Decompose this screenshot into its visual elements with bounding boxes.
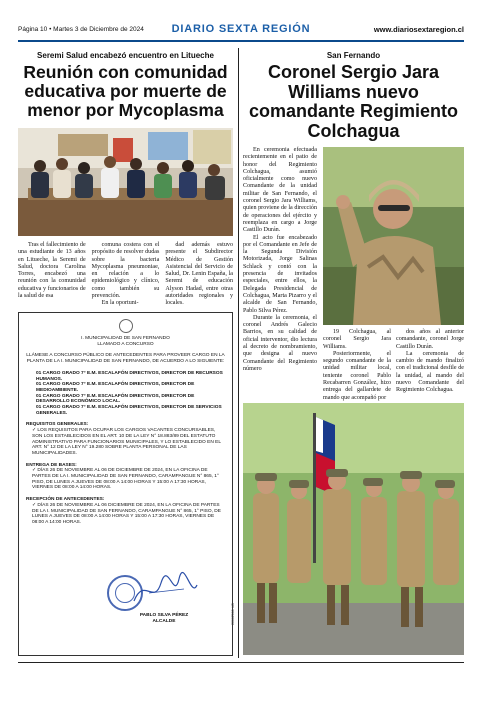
masthead: DIARIO SEXTA REGIÓN bbox=[171, 23, 311, 35]
paragraph: dos años al anterior comandante, coronel Jorge Castillo Durán. bbox=[396, 329, 464, 350]
reception-text: ✓ DÍAS 26 DE NOVIEMBRE AL 06 DICIEMBRE DE 2024, EN LA OFICINA DE PARTES DE LA I. MUNICIPALIDAD DE SAN FERNANDO, CARAMPANGUE N° 865, 1° PISO, DE LUNES A JUEVES DE 08:00 A 14:00 HORAS Y 15:00 A 17:30 HORAS, VIERNES DE 08:00 A 14:00 HORAS. bbox=[32, 502, 221, 525]
paragraph: En ceremonia efectuada recientemente en el patio de honor del Regimiento Colchagua, asumió oficialmente como nuevo Comandante de la unidad militar de San Fernando, el coronel Sergio Jara Williams, quien proviene de la dirección de operaciones del ejército y reemplaza en cargo a Jorge Castillo Durán. bbox=[243, 147, 317, 234]
colonel-photo bbox=[323, 147, 464, 325]
position-item: 01 CARGO GRADO 7° E.M. ESCALAFÓN DIRECTIVOS, DIRECTOR DE DESARROLLO ECONÓMICO LOCAL. bbox=[36, 393, 195, 405]
position-item: 01 CARGO GRADO 7° E.M. ESCALAFÓN DIRECTIVOS, DIRECTOR DE MEDIOAMBIENTE. bbox=[36, 382, 195, 393]
position-item: 01 CARGO GRADO 7° E.M. ESCALAFÓN DIRECTIVOS, DIRECTOR DE RECURSOS HUMANOS. bbox=[36, 370, 223, 382]
left-kicker: Seremi Salud encabezó encuentro en Litueche bbox=[37, 51, 214, 60]
paragraph: Durante la ceremonia, el coronel Andrés Galecio Barrios, en su calidad de oficial interventor, dio lectura al decreto de nombramiento, que designa al nuevo Comandante del Regimiento número bbox=[243, 314, 317, 372]
left-col-3-text: dad además estuvo presente el Subdirector Médico de Gestión Asistencial del Servicio de Salud, Dr. Lenin España, la Seremi de educación Alyson Hadad, entre otras autoridades regionales y locales. bbox=[165, 242, 234, 307]
notice-call: LLAMADO A CONCURSO bbox=[97, 341, 154, 347]
page-header bbox=[18, 22, 464, 42]
signature bbox=[129, 571, 199, 611]
paragraph: El acto fue encabezado por el Comandante en Jefe de la Segunda División Motorizada, Jorge Salinas Schlack y contó con la presencia de invitados especiales, entre ellos, la Delegada Presidencial de Colchagua, Marta Pizarro y el alcalde de San Fernando, Pablo Silva Pérez. bbox=[243, 234, 317, 314]
paragraph: 19 Colchagua, al coronel Sergio Jara Williams. bbox=[323, 329, 391, 350]
right-kicker: San Fernando bbox=[326, 51, 381, 60]
paragraph: En la oportuni- bbox=[101, 300, 139, 307]
column-divider bbox=[238, 48, 239, 658]
parade-photo-image bbox=[243, 403, 464, 655]
paragraph: Posteriormente, el segundo comandante de la unidad militar local, teniente coronel Pablo Recabarren González, hizo entrega del gallardete de mando que acompañó por bbox=[323, 350, 391, 401]
parade-photo bbox=[243, 403, 464, 655]
right-article bbox=[243, 48, 464, 401]
meeting-photo-image bbox=[18, 128, 233, 236]
left-col-1-text: Tras el fallecimiento de una estudiante de 13 años en Litueche, la Seremi de Salud, doctora Carolina Torres, encabezó una reunión con la comunidad educativa y funcionarios de la salud de esa bbox=[18, 242, 86, 300]
left-headline: Reunión con comunidad educativa por muerte de menor por Mycoplasma bbox=[23, 62, 228, 120]
notice-intro: LLÁMESE A CONCURSO PÚBLICO DE ANTECEDENTES PARA PROVEER CARGO EN LA PLANTA DE LA I. MUNICIPALIDAD DE SAN FERNANDO, DE ACUERDO A LO SIGUIENTE: bbox=[26, 353, 225, 365]
notice-org: I. MUNICIPALIDAD DE SAN FERNANDO bbox=[81, 336, 170, 341]
right-col-1 bbox=[243, 147, 317, 373]
paragraph: comuna costera con el propósito de resolver dudas sobre la bacteria Mycoplasma pneumoniae, en relación a lo epidemiológico y clínico, como también su prevención. bbox=[91, 242, 160, 300]
left-col-1 bbox=[18, 242, 86, 308]
notice-positions bbox=[26, 371, 225, 417]
bases-text: ✓ DÍAS 26 DE NOVIEMBRE AL 06 DE DICIEMBRE DE 2024, EN LA OFICINA DE PARTES DE LA I. MUNICIPALIDAD DE SAN FERNANDO, CARAMPANGUE N° 865, 1° PISO, DE LUNES A JUEVES DE 08:00 A 14:00 HORAS Y 15:00 A 17:30 HORAS, VIERNES DE 08:00 A 14:00 HORAS. bbox=[32, 468, 219, 491]
right-col-3 bbox=[396, 329, 464, 395]
municipal-emblem-icon bbox=[119, 319, 133, 333]
right-headline: Coronel Sergio Jara Williams nuevo comandante Regimiento Colchagua bbox=[248, 62, 459, 141]
position-item: 01 CARGO GRADO 7° E.M. ESCALAFÓN DIRECTIVOS, DIRECTOR DE SERVICIOS GENERALES. bbox=[36, 405, 222, 416]
signer-block bbox=[129, 613, 199, 624]
meeting-photo bbox=[18, 128, 233, 236]
website-link[interactable]: www.diariosextaregion.cl bbox=[373, 25, 464, 34]
colonel-photo-image bbox=[323, 147, 464, 325]
signer-title: ALCALDE bbox=[152, 618, 176, 624]
right-col-2 bbox=[323, 329, 391, 402]
reception-title: RECEPCIÓN DE ANTECEDENTES: bbox=[26, 497, 105, 503]
municipal-notice bbox=[18, 312, 233, 656]
page-date: Página 10 • Martes 3 de Diciembre de 2024 bbox=[18, 26, 144, 33]
bottom-rule bbox=[18, 662, 464, 663]
requirements-text: ✓ LOS REQUISITOS PARA OCUPAR LOS CARGOS VACANTES CONCURSABLES, SON LOS ESTABLECIDOS EN EL ART. 10 DE LA LEY N° 18.883/89 DEL ESTATUTO ADMINISTRATIVO PARA FUNCIONARIOS MUNICIPALES, Y LO ESTABLECIDO EN EL ART. N° 12 DE LA LEY N° 19.280 SOBRE PLANTA PERSONAL DE LAS MUNICIPALIDADES. bbox=[32, 428, 221, 456]
left-article bbox=[18, 48, 233, 308]
left-col-2 bbox=[92, 242, 160, 308]
requirements-title: REQUISITOS GENERALES: bbox=[26, 422, 89, 428]
bases-title: ENTREGA DE BASES: bbox=[26, 462, 77, 468]
paragraph: La ceremonia de cambio de mando finalizó con el tradicional desfile de la unidad, al mando del nuevo Comandante del Regimiento Colchagua. bbox=[396, 350, 464, 394]
signer-name: PABLO SILVA PÉREZ bbox=[139, 613, 189, 618]
notice-code: CP. 00020083 bbox=[230, 603, 235, 625]
left-article-body bbox=[18, 242, 233, 308]
left-col-3 bbox=[165, 242, 233, 308]
